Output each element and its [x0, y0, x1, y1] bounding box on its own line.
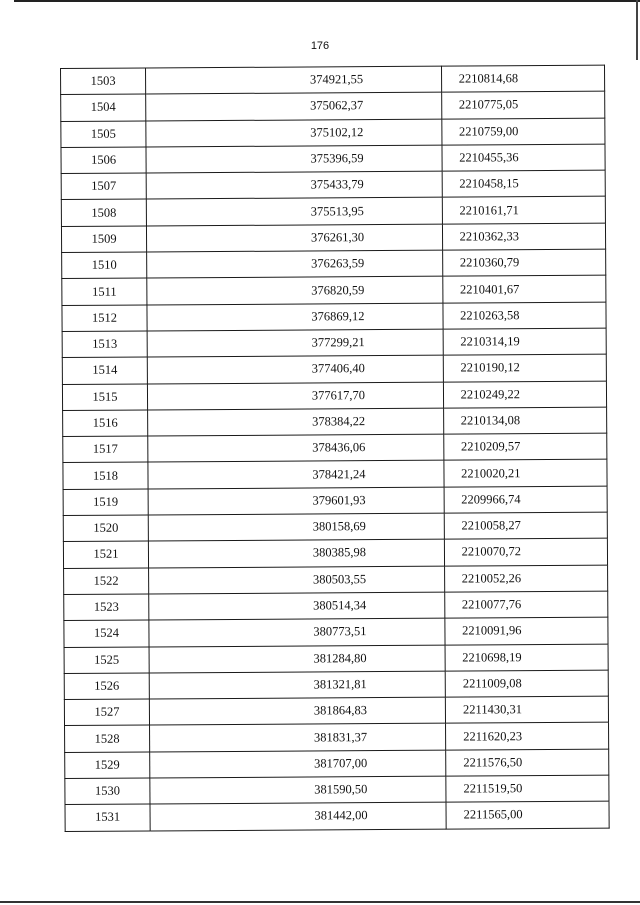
- table-row: [64, 696, 608, 726]
- y-coordinate-cell: 2210249,22: [443, 381, 606, 408]
- y-coordinate-cell: 2210070,72: [444, 539, 607, 566]
- point-number-cell: 1511: [62, 278, 147, 305]
- y-coordinate-cell: 2210458,15: [442, 170, 605, 197]
- table-row: [62, 302, 606, 332]
- point-number-cell: 1526: [64, 673, 149, 700]
- x-coordinate-cell: 379601,93: [148, 487, 444, 515]
- table-row: [62, 381, 606, 411]
- x-coordinate-cell: 381864,83: [149, 697, 445, 725]
- y-coordinate-cell: 2210455,36: [442, 144, 605, 171]
- scan-edge-bottom: [0, 901, 640, 903]
- table-row: [63, 512, 607, 542]
- table-row: [64, 617, 608, 647]
- x-coordinate-cell: 378421,24: [148, 461, 444, 489]
- point-number-cell: 1530: [65, 778, 150, 805]
- x-coordinate-cell: 376820,59: [147, 277, 443, 305]
- point-number-cell: 1528: [65, 725, 150, 752]
- page-number: 176: [310, 40, 330, 52]
- y-coordinate-cell: 2210263,58: [443, 302, 606, 329]
- point-number-cell: 1503: [61, 68, 146, 95]
- y-coordinate-cell: 2210058,27: [444, 512, 607, 539]
- table-row: [63, 460, 607, 490]
- table-row: [63, 433, 607, 463]
- point-number-cell: 1506: [61, 147, 146, 174]
- point-number-cell: 1518: [63, 462, 148, 489]
- y-coordinate-cell: 2211430,31: [445, 696, 608, 723]
- point-number-cell: 1504: [61, 94, 146, 121]
- point-number-cell: 1529: [65, 752, 150, 779]
- table-row: [64, 565, 608, 595]
- table-row: [65, 775, 609, 805]
- x-coordinate-cell: 376263,59: [147, 250, 443, 278]
- x-coordinate-cell: 381707,00: [150, 750, 446, 778]
- y-coordinate-cell: 2210698,19: [445, 644, 608, 671]
- table-row: [61, 65, 605, 95]
- table-row: [62, 354, 606, 384]
- scan-edge-top: [14, 0, 640, 2]
- point-number-cell: 1520: [63, 515, 148, 542]
- table-row: [61, 197, 605, 227]
- coordinates-table: [60, 65, 610, 832]
- table-row: [64, 644, 608, 674]
- x-coordinate-cell: 380773,51: [149, 618, 445, 646]
- point-number-cell: 1523: [64, 594, 149, 621]
- x-coordinate-cell: 380385,98: [148, 540, 444, 568]
- table-row: [61, 91, 605, 121]
- coordinates-table-body: [61, 65, 610, 831]
- y-coordinate-cell: 2211576,50: [446, 749, 609, 776]
- y-coordinate-cell: 2211565,00: [446, 801, 609, 828]
- x-coordinate-cell: 376869,12: [147, 303, 443, 331]
- point-number-cell: 1527: [64, 699, 149, 726]
- x-coordinate-cell: 375433,79: [146, 171, 442, 199]
- point-number-cell: 1509: [61, 226, 146, 253]
- point-number-cell: 1514: [62, 357, 147, 384]
- point-number-cell: 1512: [62, 305, 147, 332]
- point-number-cell: 1531: [65, 804, 150, 831]
- table-row: [64, 670, 608, 700]
- table-row: [64, 591, 608, 621]
- point-number-cell: 1507: [61, 173, 146, 200]
- x-coordinate-cell: 381590,50: [150, 776, 446, 804]
- y-coordinate-cell: 2211009,08: [445, 670, 608, 697]
- x-coordinate-cell: 378436,06: [148, 434, 444, 462]
- y-coordinate-cell: 2210077,76: [445, 591, 608, 618]
- point-number-cell: 1519: [63, 489, 148, 516]
- x-coordinate-cell: 378384,22: [148, 408, 444, 436]
- x-coordinate-cell: 377617,70: [147, 382, 443, 410]
- table-row: [63, 486, 607, 516]
- point-number-cell: 1505: [61, 121, 146, 148]
- x-coordinate-cell: 374921,55: [146, 66, 442, 94]
- y-coordinate-cell: 2210209,57: [444, 433, 607, 460]
- table-row: [61, 118, 605, 148]
- x-coordinate-cell: 381284,80: [149, 645, 445, 673]
- point-number-cell: 1513: [62, 331, 147, 358]
- x-coordinate-cell: 377299,21: [147, 329, 443, 357]
- x-coordinate-cell: 380158,69: [148, 513, 444, 541]
- x-coordinate-cell: 380503,55: [149, 566, 445, 594]
- x-coordinate-cell: 381442,00: [150, 802, 446, 830]
- y-coordinate-cell: 2210020,21: [444, 460, 607, 487]
- y-coordinate-cell: 2210362,33: [442, 223, 605, 250]
- y-coordinate-cell: 2211519,50: [446, 775, 609, 802]
- y-coordinate-cell: 2210052,26: [445, 565, 608, 592]
- y-coordinate-cell: 2210161,71: [442, 197, 605, 224]
- y-coordinate-cell: 2210190,12: [443, 354, 606, 381]
- y-coordinate-cell: 2211620,23: [446, 723, 609, 750]
- point-number-cell: 1522: [64, 568, 149, 595]
- point-number-cell: 1524: [64, 620, 149, 647]
- table-row: [65, 749, 609, 779]
- table-row: [61, 144, 605, 174]
- table-row: [61, 223, 605, 253]
- table-row: [63, 407, 607, 437]
- point-number-cell: 1510: [62, 252, 147, 279]
- x-coordinate-cell: 375396,59: [146, 145, 442, 173]
- y-coordinate-cell: 2210091,96: [445, 617, 608, 644]
- x-coordinate-cell: 380514,34: [149, 592, 445, 620]
- y-coordinate-cell: 2210401,67: [443, 276, 606, 303]
- point-number-cell: 1517: [63, 436, 148, 463]
- table-row: [65, 801, 609, 831]
- point-number-cell: 1516: [63, 410, 148, 437]
- x-coordinate-cell: 376261,30: [146, 224, 442, 252]
- table-row: [65, 723, 609, 753]
- x-coordinate-cell: 377406,40: [147, 355, 443, 383]
- y-coordinate-cell: 2210775,05: [442, 91, 605, 118]
- x-coordinate-cell: 375102,12: [146, 119, 442, 147]
- x-coordinate-cell: 375062,37: [146, 92, 442, 120]
- table-row: [62, 249, 606, 279]
- point-number-cell: 1515: [62, 384, 147, 411]
- table-row: [62, 276, 606, 306]
- y-coordinate-cell: 2210360,79: [443, 249, 606, 276]
- y-coordinate-cell: 2210134,08: [444, 407, 607, 434]
- table-row: [61, 170, 605, 200]
- point-number-cell: 1525: [64, 646, 149, 673]
- y-coordinate-cell: 2210314,19: [443, 328, 606, 355]
- x-coordinate-cell: 381321,81: [149, 671, 445, 699]
- y-coordinate-cell: 2210759,00: [442, 118, 605, 145]
- x-coordinate-cell: 375513,95: [146, 198, 442, 226]
- x-coordinate-cell: 381831,37: [150, 724, 446, 752]
- table-row: [62, 328, 606, 358]
- y-coordinate-cell: 2210814,68: [441, 65, 604, 92]
- y-coordinate-cell: 2209966,74: [444, 486, 607, 513]
- point-number-cell: 1508: [61, 199, 146, 226]
- point-number-cell: 1521: [63, 541, 148, 568]
- table-row: [63, 539, 607, 569]
